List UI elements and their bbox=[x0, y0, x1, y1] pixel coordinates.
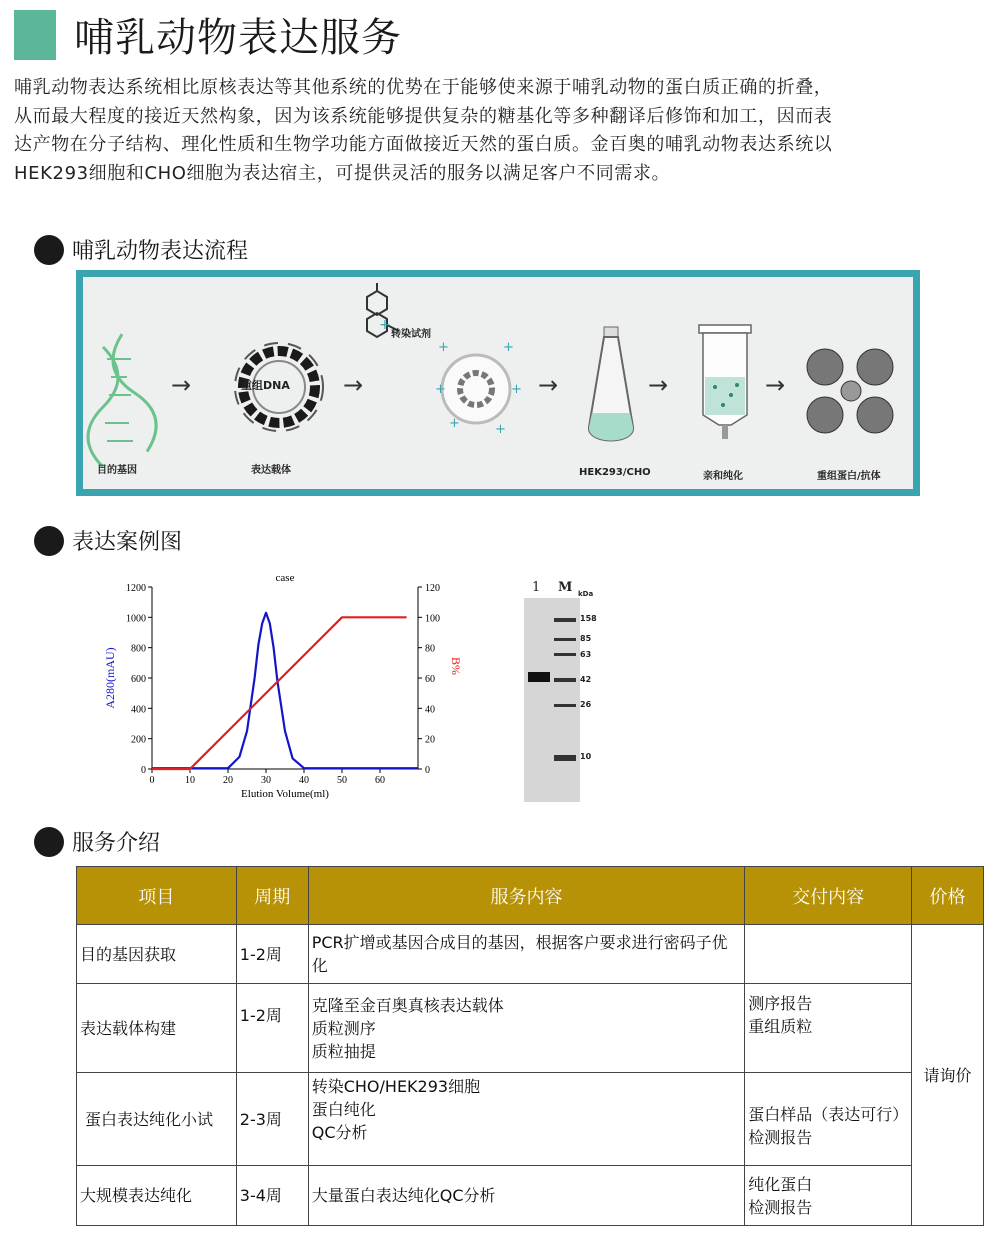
delivery-cell bbox=[745, 1166, 912, 1226]
delivery-cell bbox=[745, 1073, 912, 1166]
marker-label: 42 bbox=[580, 675, 592, 684]
section-heading-case bbox=[34, 525, 182, 556]
content-line: 质粒抽提 bbox=[311, 1041, 376, 1061]
y2-axis-label: B% bbox=[449, 657, 463, 675]
item-cell: 表达载体构建 bbox=[77, 984, 237, 1073]
item-cell: 蛋白表达纯化小试 bbox=[77, 1073, 237, 1166]
item-cell: 目的基因获取 bbox=[77, 925, 237, 984]
x-tick-label: 60 bbox=[375, 775, 385, 786]
lane-label-1: 1 bbox=[532, 580, 541, 595]
flow-arrow-icon: → bbox=[538, 371, 559, 399]
step-label-gene: 目的基因 bbox=[97, 465, 137, 476]
content-line: QC分析 bbox=[311, 1123, 368, 1142]
y2-tick-label: 100 bbox=[425, 613, 440, 625]
content-line: 质粒测序 bbox=[311, 1018, 376, 1038]
period-cell: 2-3周 bbox=[236, 1073, 308, 1166]
page-title: 哺乳动物表达服务 bbox=[74, 15, 402, 61]
y-tick-label: 200 bbox=[131, 734, 146, 746]
content-line: PCR扩增或基因合成目的基因，根据客户要求进行密码子优化 bbox=[311, 933, 728, 975]
flow-arrow-icon: → bbox=[343, 371, 364, 399]
delivery-cell bbox=[745, 925, 912, 984]
svg-text:+: + bbox=[503, 340, 514, 355]
delivery-line: 纯化蛋白 bbox=[748, 1174, 813, 1194]
step-label-protein: 重组蛋白/抗体 bbox=[817, 471, 881, 482]
svg-text:+: + bbox=[511, 382, 522, 397]
sds-page-gel bbox=[520, 580, 600, 805]
content-cell bbox=[308, 984, 745, 1073]
delivery-line: 检测报告 bbox=[748, 1197, 813, 1217]
sample-band bbox=[528, 672, 550, 682]
delivery-line: 检测报告 bbox=[748, 1128, 813, 1147]
marker-label: 63 bbox=[580, 650, 592, 659]
bullet-icon bbox=[34, 235, 64, 265]
marker-label: 26 bbox=[580, 700, 592, 709]
item-cell: 大规模表达纯化 bbox=[77, 1166, 237, 1226]
expression-flow-diagram bbox=[76, 270, 920, 496]
content-line: 克隆至金百奥真核表达载体 bbox=[311, 995, 504, 1015]
series-line-a280 bbox=[152, 613, 418, 768]
period-cell: 3-4周 bbox=[236, 1166, 308, 1226]
marker-label: 85 bbox=[580, 634, 592, 643]
table-row bbox=[77, 984, 984, 1073]
gel-unit: kDa bbox=[578, 590, 594, 598]
service-table bbox=[76, 866, 984, 1226]
marker-label: 158 bbox=[580, 614, 597, 623]
transfected-cell-icon bbox=[435, 340, 522, 437]
table-row bbox=[77, 925, 984, 984]
price-cell: 请询价 bbox=[912, 925, 984, 1226]
reagent-label: 转染试剂 bbox=[391, 329, 431, 340]
table-row bbox=[77, 1073, 984, 1166]
svg-text:+: + bbox=[495, 422, 506, 437]
culture-flask-icon bbox=[589, 327, 633, 441]
section-heading-flow bbox=[34, 234, 248, 265]
gene-helix-icon bbox=[88, 331, 162, 467]
period-cell: 1-2周 bbox=[236, 984, 308, 1073]
x-tick-label: 0 bbox=[149, 775, 155, 786]
period-cell: 1-2周 bbox=[236, 925, 308, 984]
y-tick-label: 1000 bbox=[126, 613, 146, 625]
lane-label-m: M bbox=[558, 580, 573, 595]
svg-text:+: + bbox=[435, 382, 446, 397]
content-line: 大量蛋白表达纯化QC分析 bbox=[311, 1186, 496, 1205]
section-heading-service bbox=[34, 826, 160, 857]
content-cell bbox=[308, 1166, 745, 1226]
content-cell bbox=[308, 1073, 745, 1166]
y-tick-label: 1200 bbox=[126, 583, 146, 594]
y2-tick-label: 20 bbox=[425, 734, 435, 746]
column-header: 周期 bbox=[236, 867, 308, 925]
chart-title: case bbox=[275, 572, 295, 584]
section-title: 表达案例图 bbox=[72, 530, 183, 555]
elution-chart bbox=[100, 570, 470, 810]
content-cell bbox=[308, 925, 745, 984]
svg-text:+: + bbox=[449, 416, 460, 431]
x-tick-label: 50 bbox=[337, 775, 347, 786]
x-tick-label: 40 bbox=[299, 775, 309, 786]
content-line: 蛋白纯化 bbox=[311, 1100, 376, 1119]
x-tick-label: 20 bbox=[223, 775, 233, 786]
elution-chart-svg bbox=[100, 570, 470, 810]
y-axis-label: A280(mAU) bbox=[103, 647, 117, 709]
y2-tick-label: 120 bbox=[425, 583, 440, 594]
table-row bbox=[77, 1166, 984, 1226]
y2-tick-label: 60 bbox=[425, 674, 435, 685]
intro-paragraph bbox=[14, 74, 986, 188]
title-accent-bar bbox=[14, 10, 56, 60]
delivery-line: 重组质粒 bbox=[748, 1017, 813, 1036]
y-tick-label: 0 bbox=[141, 765, 146, 776]
bullet-icon bbox=[34, 526, 64, 556]
intro-line: 哺乳动物表达系统相比原核表达等其他系统的优势在于能够使来源于哺乳动物的蛋白质正确的折叠， bbox=[14, 77, 833, 98]
y-tick-label: 400 bbox=[131, 704, 146, 716]
column-header: 服务内容 bbox=[308, 867, 745, 925]
column-header: 价格 bbox=[912, 867, 984, 925]
flow-arrow-icon: → bbox=[648, 371, 669, 399]
y2-tick-label: 0 bbox=[425, 765, 430, 776]
marker-label: 10 bbox=[580, 752, 592, 761]
y2-tick-label: 40 bbox=[425, 704, 435, 716]
svg-text:+: + bbox=[438, 340, 449, 355]
purification-column-icon bbox=[699, 325, 751, 439]
x-axis-label: Elution Volume(ml) bbox=[241, 788, 329, 800]
intro-line: 从而最大程度的接近天然构象，因为该系统能够提供复杂的糖基化等多种翻译后修饰和加工，因而表 bbox=[14, 105, 833, 127]
intro-line: HEK293细胞和CHO细胞为表达宿主，可提供灵活的服务以满足客户不同需求。 bbox=[14, 162, 671, 184]
y2-tick-label: 80 bbox=[425, 643, 435, 655]
table-header-row bbox=[77, 867, 984, 925]
delivery-line: 测序报告 bbox=[748, 994, 813, 1013]
flow-arrow-icon: → bbox=[171, 371, 192, 399]
svg-text:+: + bbox=[379, 317, 391, 333]
dna-label: 重组DNA bbox=[241, 379, 290, 392]
x-tick-label: 30 bbox=[261, 775, 271, 786]
bullet-icon bbox=[34, 827, 64, 857]
delivery-cell bbox=[745, 984, 912, 1073]
step-label-vector: 表达载体 bbox=[251, 465, 291, 476]
x-tick-label: 10 bbox=[185, 775, 195, 786]
intro-line: 达产物在分子结构、理化性质和生物学功能方面做接近天然的蛋白质。金百奥的哺乳动物表达系统以 bbox=[14, 134, 833, 155]
delivery-line: 蛋白样品（表达可行） bbox=[748, 1105, 909, 1124]
step-label-purify: 亲和纯化 bbox=[703, 471, 743, 482]
column-header: 交付内容 bbox=[745, 867, 912, 925]
protein-structure-icon bbox=[807, 349, 893, 433]
step-label-host: HEK293/CHO bbox=[579, 467, 651, 478]
flow-arrow-icon: → bbox=[765, 371, 786, 399]
flow-artwork bbox=[83, 277, 913, 489]
y-tick-label: 600 bbox=[131, 674, 146, 685]
section-title: 服务介绍 bbox=[72, 831, 161, 856]
content-line: 转染CHO/HEK293细胞 bbox=[311, 1077, 481, 1096]
y-tick-label: 800 bbox=[131, 643, 146, 655]
column-header: 项目 bbox=[77, 867, 237, 925]
section-title: 哺乳动物表达流程 bbox=[72, 239, 249, 264]
